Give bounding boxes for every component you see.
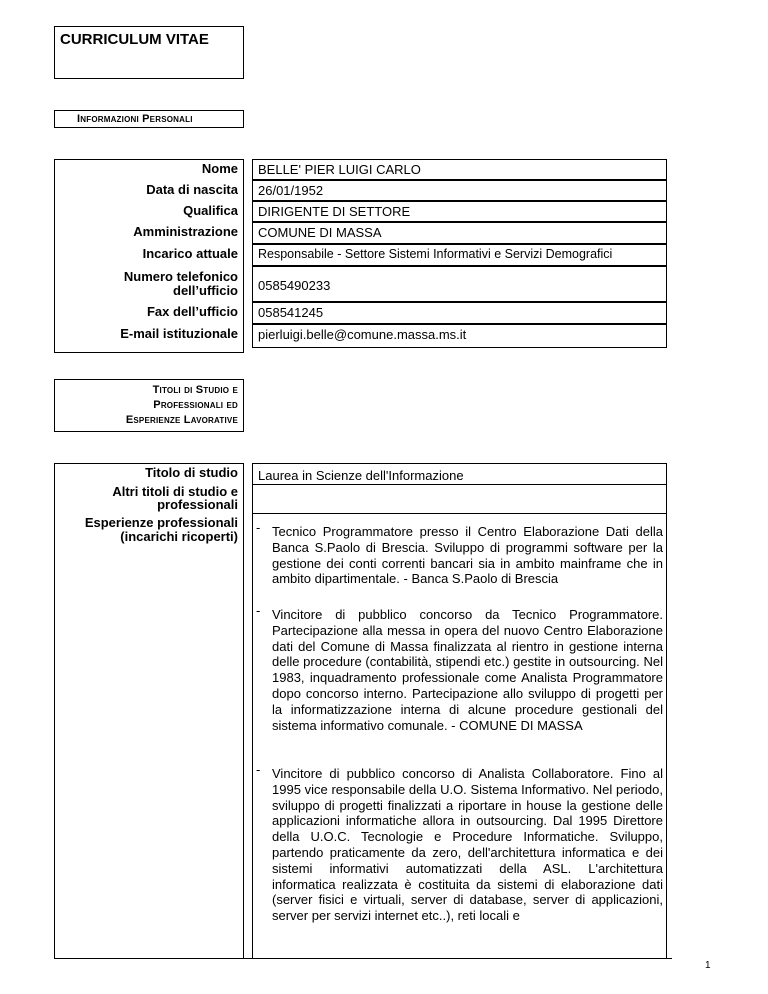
section-personal-info [54,110,244,128]
label-amministrazione: Amministrazione [133,224,238,239]
page-number: 1 [705,960,711,971]
section-personal-label: Informazioni Personali [77,113,193,125]
label-nome: Nome [201,161,238,176]
value-incarico-attuale: Responsabile - Settore Sistemi Informativi e Servizi Demografici [252,244,667,266]
label-incarico-attuale: Incarico attuale [142,246,238,261]
experience-item: Vincitore di pubblico concorso da Tecnico Programmatore. Partecipazione alla messa in opera del nuovo Centro Elaborazione dati del Comune di Massa finalizzata al rientro in gestione interna delle procedure (contabilità, stipendi etc.) gestite in outsourcing. Nel 1983, inquadramento professionale come Analista Programmatore dopo concorso interno. Partecipazione allo sviluppo di progetti per la informatizzazione interna di alcune procedure gestionali del sistema informativo comunale. - COMUNE DI MASSA [272,607,663,733]
footer-divider [54,958,672,959]
label-fax: Fax dell’ufficio [146,304,238,319]
section-titles-line2: Professionali ed [153,399,238,411]
label-esperienze-line2: (incarichi ricoperti) [120,529,238,544]
value-amministrazione: COMUNE DI MASSA [252,222,667,244]
label-data-nascita: Data di nascita [146,182,238,197]
label-esperienze-line1: Esperienze professionali [84,515,238,530]
label-altri-titoli [55,484,243,514]
label-email: E-mail istituzionale [120,326,238,341]
section-titles-line3: Esperienze Lavorative [125,414,238,426]
experience-dash: - [256,603,261,618]
label-numero-telefonico-line2: dell’ufficio [173,283,238,298]
experience-dash: - [256,762,261,777]
value-nome: BELLE' PIER LUIGI CARLO [252,159,667,180]
experience-item: Tecnico Programmatore presso il Centro Elaborazione Dati della Banca S.Paolo di Brescia. Sviluppo di programmi software per la gestione dei conti correnti bancari sia in ambito mainframe che in ambito dipartimentale. - Banca S.Paolo di Brescia [272,524,663,587]
value-altri-titoli [252,484,667,514]
label-altri-titoli-line1: Altri titoli di studio e [112,484,238,499]
section-titles [54,379,244,432]
label-altri-titoli-line2: professionali [157,497,238,512]
value-numero-telefonico: 0585490233 [252,266,667,302]
experience-item: Vincitore di pubblico concorso di Analista Collaboratore. Fino al 1995 vice responsabile della U.O. Sistema Informativo. Nel periodo, sviluppo di progetti finalizzati a riportare in house la gestione delle applicazioni informatiche allora in outsourcing. Dal 1995 Direttore della U.O.C. Tecnologie e Procedure Informatiche. Sviluppo, partendo praticamente da zero, dell'architettura informatica e dei sistemi informativi automatizzati della ASL. L'architettura informatica realizzata è costituita da sistemi di elaborazione dati (server fisici e virtuali, server di database, server di applicazioni, server per servizi internet etc..), reti locali e [272,766,663,924]
cv-title-box [54,26,244,79]
value-data-nascita: 26/01/1952 [252,180,667,201]
label-titolo-studio: Titolo di studio [145,465,238,480]
label-qualifica: Qualifica [183,203,238,218]
value-qualifica: DIRIGENTE DI SETTORE [252,201,667,222]
value-email: pierluigi.belle@comune.massa.ms.it [252,324,667,348]
label-numero-telefonico-line1: Numero telefonico [123,269,238,284]
label-esperienze [55,514,243,550]
value-fax: 058541245 [252,302,667,324]
section-titles-line1: Titoli di Studio e [152,384,238,396]
cv-title: CURRICULUM VITAE [60,31,209,48]
label-numero-telefonico [55,267,243,301]
footer-area [0,958,768,994]
value-titolo-studio: Laurea in Scienze dell'Informazione [252,463,667,485]
experience-dash: - [256,520,261,535]
